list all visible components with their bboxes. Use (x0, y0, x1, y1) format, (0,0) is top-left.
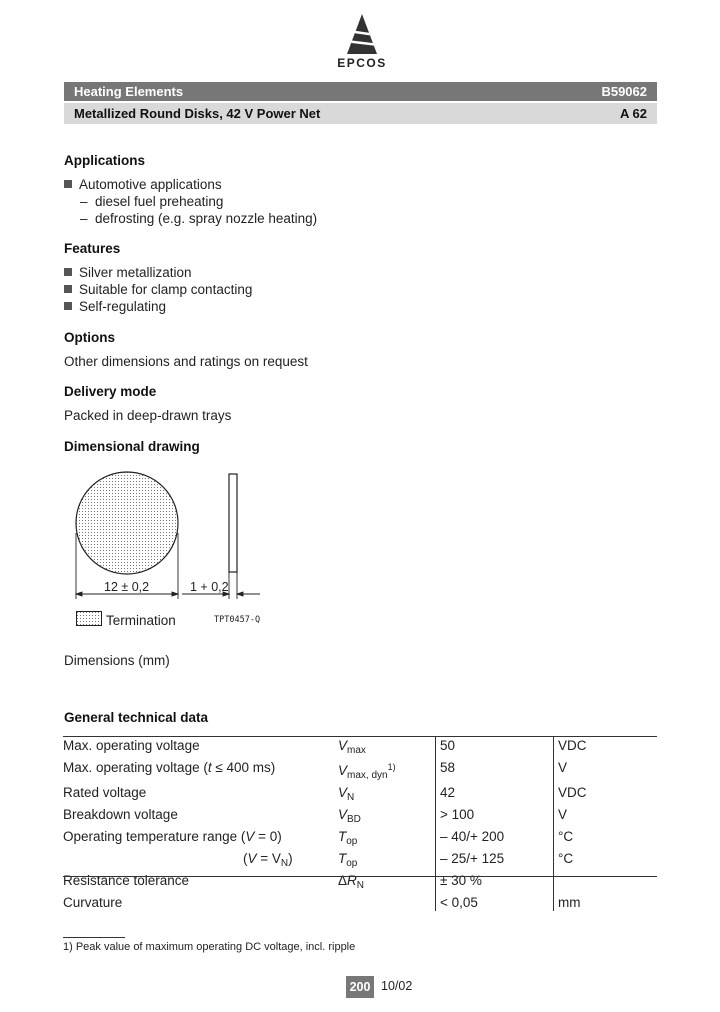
param-cell: Breakdown voltage (63, 807, 178, 822)
unit-cell: °C (554, 850, 658, 872)
thickness-label: 1 + 0,2 (190, 580, 229, 594)
options-heading: Options (64, 330, 115, 345)
termination-legend-label: Termination (106, 613, 176, 628)
symbol-cell: $T_{op}$ (338, 829, 358, 847)
options-text: Other dimensions and ratings on request (64, 354, 308, 369)
disk-front-view (76, 472, 178, 574)
value-cell: – 25/+ 125 (436, 850, 554, 872)
footnote: 1) Peak value of maximum operating DC voltage, incl. ripple (63, 941, 356, 953)
table-row (63, 736, 657, 759)
value-cell: ± 30 % (436, 872, 554, 894)
table-row (63, 759, 657, 784)
value-cell: 42 (436, 784, 554, 806)
value-cell: 50 (436, 736, 554, 759)
unit-cell: VDC (554, 736, 658, 759)
drawing-heading: Dimensional drawing (64, 439, 200, 454)
symbol-cell: $V_{max, dyn}^{1)}$ (338, 762, 396, 781)
symbol-cell: $\Delta R_N$ (338, 873, 365, 891)
unit-cell: mm (554, 894, 658, 911)
table-bottom-rule (63, 876, 657, 877)
applications-item (64, 177, 222, 192)
symbol-cell: $V_{BD}$ (338, 807, 361, 825)
unit-cell: VDC (554, 784, 658, 806)
value-cell: 58 (436, 759, 554, 784)
applications-subitem: – defrosting (e.g. spray nozzle heating) (80, 211, 318, 226)
param-cell: Max. operating voltage (t ≤ 400 ms) (63, 760, 276, 775)
delivery-text: Packed in deep-drawn trays (64, 408, 232, 423)
applications-subitem: – diesel fuel preheating (80, 194, 224, 209)
part-number: B59062 (601, 84, 647, 99)
features-heading: Features (64, 241, 121, 256)
technical-data-table (63, 736, 657, 911)
param-cell: Max. operating voltage (63, 738, 200, 753)
footnote-rule (63, 937, 125, 938)
diameter-label: 12 ± 0,2 (104, 580, 150, 594)
termination-legend-swatch (76, 611, 102, 626)
dimensional-drawing (60, 465, 280, 605)
table-row (63, 828, 657, 850)
param-cell: Operating temperature range (V = 0) (63, 829, 282, 844)
features-item (64, 299, 166, 314)
variant-code: A 62 (620, 106, 647, 121)
category-title: Heating Elements (74, 84, 184, 99)
technical-heading: General technical data (64, 710, 209, 725)
page-number: 200 (346, 976, 374, 998)
table-row (63, 806, 657, 828)
table-row (63, 850, 657, 872)
unit-cell: °C (554, 828, 658, 850)
drawing-code: TPT0457-Q (214, 615, 261, 625)
issue-date: 10/02 (381, 979, 413, 993)
symbol-cell (338, 894, 436, 911)
unit-cell: V (554, 806, 658, 828)
param-cell: Curvature (63, 895, 123, 910)
epcos-triangle-icon (327, 12, 397, 56)
features-item-text: Silver metallization (79, 265, 192, 280)
value-cell: – 40/+ 200 (436, 828, 554, 850)
features-item-text: Suitable for clamp contacting (79, 282, 253, 297)
applications-heading: Applications (64, 153, 146, 168)
applications-item-text: Automotive applications (79, 177, 222, 192)
symbol-cell: $T_{op}$ (338, 851, 358, 869)
features-item (64, 282, 252, 297)
param-cell: Rated voltage (63, 785, 147, 800)
value-cell: < 0,05 (436, 894, 554, 911)
features-item-text: Self-regulating (79, 299, 167, 314)
table-row (63, 894, 657, 911)
param-cell: Resistance tolerance (63, 873, 190, 888)
delivery-heading: Delivery mode (64, 384, 157, 399)
symbol-cell: $V_{max}$ (338, 738, 366, 756)
symbol-cell: $V_N$ (338, 785, 355, 803)
param-cell: $(V = V_N)$ (243, 851, 293, 869)
header-bar-product (64, 103, 657, 124)
dimensions-caption: Dimensions (mm) (64, 653, 170, 668)
unit-cell: V (554, 759, 658, 784)
epcos-logo (327, 12, 397, 72)
applications-subitem-text: defrosting (e.g. spray nozzle heating) (95, 211, 318, 226)
features-item (64, 265, 192, 280)
applications-subitem-text: diesel fuel preheating (95, 194, 224, 209)
header-bar-category (64, 82, 657, 101)
product-title: Metallized Round Disks, 42 V Power Net (74, 106, 321, 121)
logo-wordmark: EPCOS (337, 56, 387, 70)
value-cell: > 100 (436, 806, 554, 828)
disk-side-view (229, 474, 237, 572)
table-row (63, 784, 657, 806)
